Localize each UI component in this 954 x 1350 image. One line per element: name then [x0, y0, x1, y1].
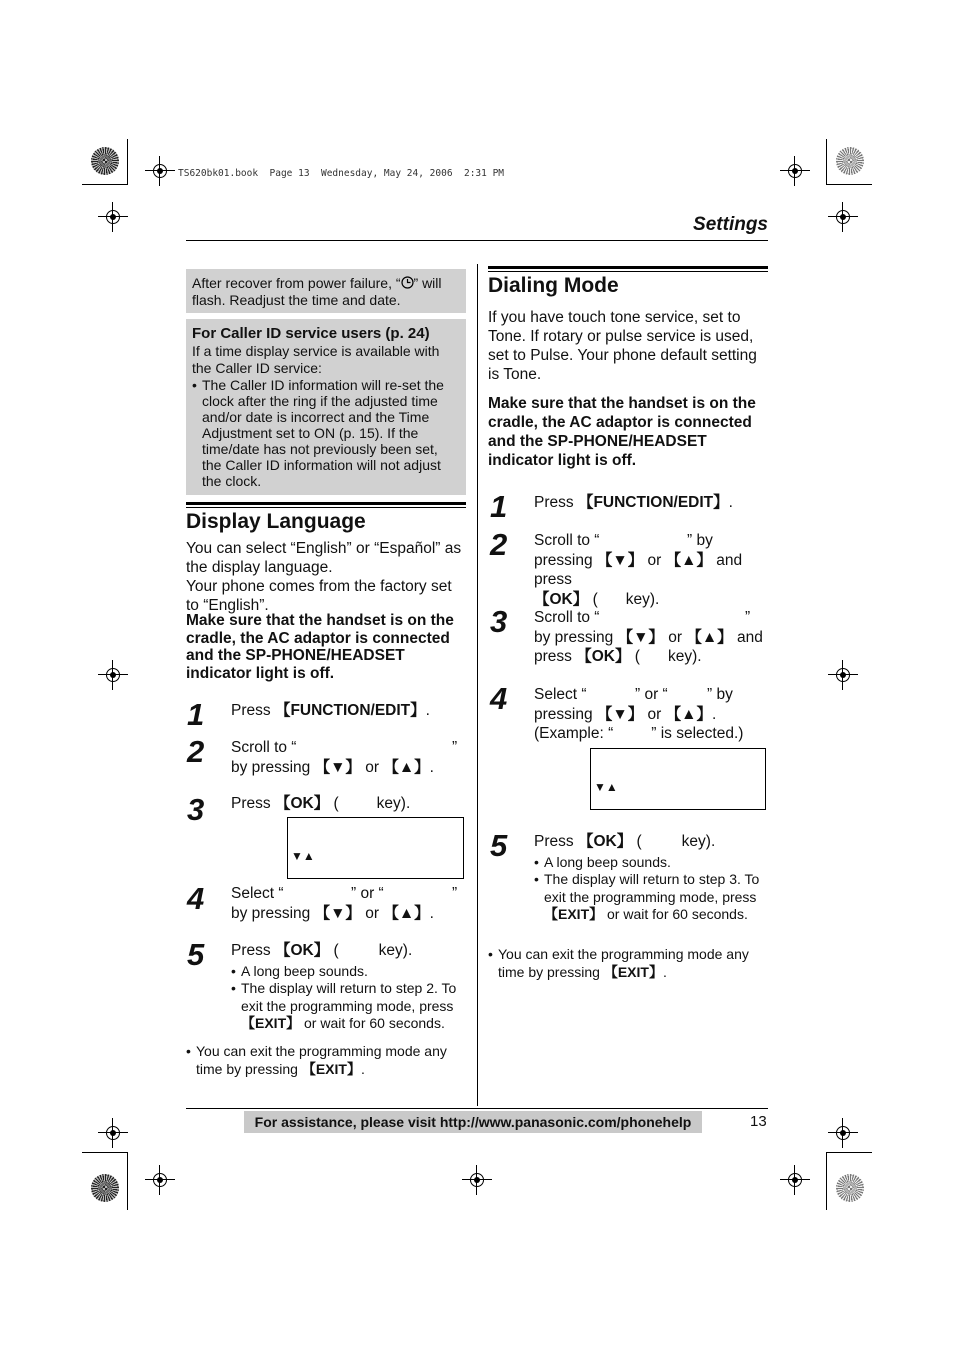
intro-text: You can select “English” or “Español” as the display language. [186, 540, 462, 576]
exit-key: 【EXIT】 [544, 906, 604, 922]
step-number: 4 [490, 681, 508, 716]
registration-sunburst [836, 1174, 864, 1202]
down-key: 【▼】 [314, 758, 361, 776]
step-text: Scroll to “ ” by pressing 【▼】 or 【▲】. [231, 739, 458, 776]
section-title: Dialing Mode [488, 274, 619, 297]
crop-mark [82, 1152, 128, 1153]
down-key: 【▼】 [617, 628, 664, 646]
registration-sunburst [836, 147, 864, 175]
section-rule [488, 266, 768, 269]
step-text: Press 【FUNCTION/EDIT】. [534, 494, 733, 511]
warning-text: Make sure that the handset is on the cradle, the AC adaptor is connected and the SP-PHONE/HEADSET indicator light is off. [186, 612, 454, 682]
down-key: 【▼】 [596, 551, 644, 569]
function-edit-key: 【FUNCTION/EDIT】 [577, 494, 729, 511]
intro-text: If you have touch tone service, set to Tone. If rotary or pulse service is used, set to Pulse. Your phone default setting is Tone. [488, 309, 757, 383]
registration-crosshair [98, 660, 128, 690]
column-divider [477, 264, 478, 1106]
step-note: • A long beep sounds. [241, 963, 467, 981]
step-number: 2 [490, 527, 508, 562]
step-text: Press 【OK】 ( key). • A long beep sounds. • The display will return to step 3. To exit the programming mode, press 【EXIT】 or wait for 60 seconds. [534, 832, 768, 924]
step-note: • A long beep sounds. [544, 854, 768, 872]
crop-mark [127, 139, 128, 185]
ok-key: 【OK】 [534, 590, 589, 608]
step-text: Press 【FUNCTION/EDIT】. [231, 702, 430, 719]
power-failure-note: After recover from power failure, “ ” will flash. Readjust the time and date. [186, 269, 466, 313]
registration-crosshair [98, 202, 128, 232]
page-number: 13 [750, 1113, 767, 1130]
crop-mark [826, 139, 827, 185]
registration-crosshair [828, 660, 858, 690]
note-intro: If a time display service is available with the Caller ID service: [192, 343, 440, 376]
scroll-arrows-icon: ▼▲ [594, 780, 618, 794]
exit-key: 【EXIT】 [301, 1061, 361, 1077]
section-title: Display Language [186, 510, 366, 533]
step-text: Scroll to “ ” by pressing 【▼】 or 【▲】 and press 【OK】 ( key). [534, 532, 743, 608]
registration-crosshair [98, 1118, 128, 1148]
step-text: Select “ ” or “ ” by pressing 【▼】 or 【▲】. [231, 885, 458, 922]
section-rule [186, 502, 466, 505]
step-text: Press 【OK】 ( key). [231, 795, 411, 812]
up-key: 【▲】 [383, 904, 430, 922]
registration-crosshair [145, 1165, 175, 1195]
scroll-arrows-icon: ▼▲ [291, 849, 315, 863]
lcd-display [287, 817, 464, 879]
crop-mark [127, 1152, 128, 1210]
warning-text: Make sure that the handset is on the cradle, the AC adaptor is connected and the SP-PHONE/HEADSET indicator light is off. [488, 395, 756, 469]
crop-mark [82, 184, 128, 185]
registration-sunburst [91, 147, 119, 175]
step-note: • The display will return to step 3. To exit the programming mode, press 【EXIT】 or wait for 60 seconds. [544, 871, 768, 924]
lcd-display [590, 748, 766, 810]
ok-key: 【OK】 [274, 942, 330, 959]
registration-crosshair [828, 1118, 858, 1148]
down-key: 【▼】 [314, 904, 361, 922]
section-rule [186, 507, 466, 508]
footer-rule [186, 1108, 768, 1109]
step-number: 1 [187, 697, 205, 732]
crop-mark [826, 1152, 872, 1153]
registration-sunburst [91, 1174, 119, 1202]
up-key: 【▲】 [686, 628, 733, 646]
up-key: 【▲】 [665, 551, 712, 569]
crop-mark [826, 1152, 827, 1210]
registration-crosshair [780, 156, 810, 186]
final-note: • You can exit the programming mode any time by pressing 【EXIT】. [186, 1042, 471, 1078]
note-title: For Caller ID service users (p. 24) [192, 325, 430, 342]
registration-crosshair [780, 1165, 810, 1195]
header-rule [186, 240, 768, 241]
step-text: Scroll to “ ” by pressing 【▼】 or 【▲】 and press 【OK】 ( key). [534, 609, 763, 665]
final-note: • You can exit the programming mode any time by pressing 【EXIT】. [488, 945, 773, 981]
crop-mark [826, 184, 872, 185]
clock-icon [401, 276, 414, 289]
up-key: 【▲】 [383, 758, 430, 776]
step-text: Press 【OK】 ( key). • A long beep sounds. • The display will return to step 2. To exit the programming mode, press 【EXIT】 or wait for 60 seconds. [231, 941, 467, 1033]
step-number: 3 [490, 604, 508, 639]
assistance-banner: For assistance, please visit http://www.panasonic.com/phonehelp [244, 1111, 702, 1133]
down-key: 【▼】 [596, 705, 644, 723]
ok-key: 【OK】 [577, 833, 633, 850]
registration-crosshair [828, 202, 858, 232]
registration-crosshair [145, 156, 175, 186]
step-number: 4 [187, 881, 205, 916]
function-edit-key: 【FUNCTION/EDIT】 [274, 702, 426, 719]
step-number: 1 [490, 489, 508, 524]
print-job-line: TS620bk01.book Page 13 Wednesday, May 24, 2006 2:31 PM [178, 168, 505, 179]
up-key: 【▲】 [665, 705, 712, 723]
ok-key: 【OK】 [576, 648, 631, 665]
note-bullet: • The Caller ID information will re-set the clock after the ring if the adjusted time and/or date is incorrect and the Time Adjustment set to ON (p. 15). If the time/date has not previously been set, the Caller ID information will not adjust the clock. [202, 377, 460, 489]
intro-text: Your phone comes from the factory set to “English”. [186, 578, 452, 614]
step-text: Select “ ” or “ ” by pressing 【▼】 or 【▲】. (Example: “ ” is selected.) [534, 686, 744, 742]
section-rule [488, 271, 768, 272]
exit-key: 【EXIT】 [241, 1015, 301, 1031]
ok-key: 【OK】 [274, 795, 330, 812]
step-number: 3 [187, 792, 205, 827]
step-number: 5 [187, 937, 205, 972]
step-note: • The display will return to step 2. To exit the programming mode, press 【EXIT】 or wait for 60 seconds. [241, 980, 467, 1033]
registration-crosshair [462, 1165, 492, 1195]
step-number: 5 [490, 828, 508, 863]
step-number: 2 [187, 734, 205, 769]
section-header: Settings [693, 214, 768, 235]
caller-id-note [186, 319, 466, 495]
exit-key: 【EXIT】 [603, 964, 663, 980]
